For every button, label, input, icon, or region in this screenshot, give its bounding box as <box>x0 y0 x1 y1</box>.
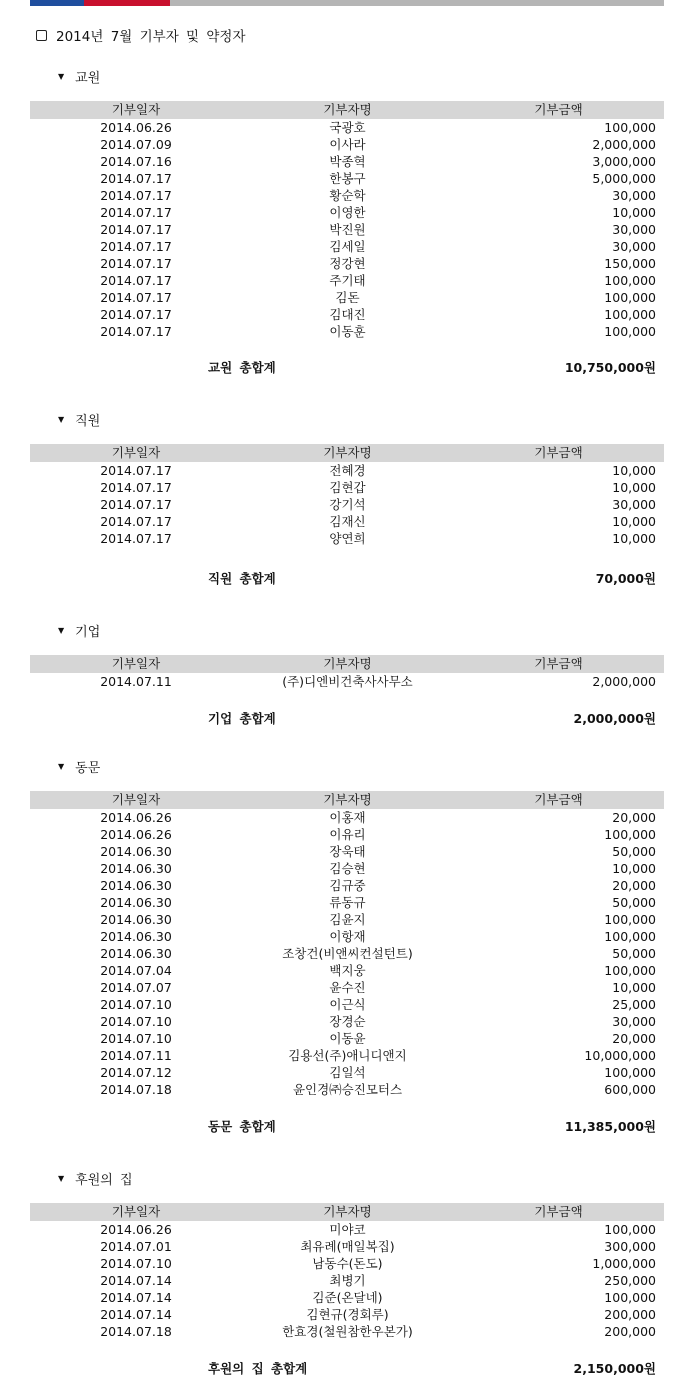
section-title <box>58 621 100 640</box>
table-row <box>30 170 664 187</box>
donor-table <box>30 101 664 340</box>
donation-date-cell: 2014.06.30 <box>100 878 172 893</box>
table-row <box>30 1289 664 1306</box>
donation-amount-cell: 100,000 <box>604 307 656 322</box>
donation-date-cell: 2014.07.17 <box>100 497 172 512</box>
total-label: 교원 총합계 <box>208 360 276 375</box>
table-row <box>30 928 664 945</box>
column-header: 기부자명 <box>323 656 372 671</box>
donation-amount-cell: 250,000 <box>604 1273 656 1288</box>
table-row <box>30 1323 664 1340</box>
donation-amount-cell: 2,000,000 <box>592 137 656 152</box>
column-header: 기부금액 <box>534 102 583 117</box>
donation-date-cell: 2014.07.04 <box>100 963 172 978</box>
table-row <box>30 1221 664 1238</box>
donation-date-cell: 2014.06.30 <box>100 844 172 859</box>
donation-date-cell: 2014.07.10 <box>100 1031 172 1046</box>
table-row <box>30 1030 664 1047</box>
total-label: 후원의 집 총합계 <box>208 1361 308 1376</box>
donor-name-cell: 최유례(매일복집) <box>300 1239 395 1254</box>
donation-date-cell: 2014.07.17 <box>100 307 172 322</box>
triangle-bullet-icon: ▼ <box>58 762 65 771</box>
donor-name-cell: 김대진 <box>329 307 366 322</box>
donation-date-cell: 2014.07.17 <box>100 290 172 305</box>
table-row <box>30 136 664 153</box>
donor-name-cell: 김현갑 <box>329 480 366 495</box>
table-row <box>30 877 664 894</box>
section-title-text: 직원 <box>75 414 101 429</box>
donor-name-cell: 이동윤 <box>329 1031 366 1046</box>
donation-date-cell: 2014.07.09 <box>100 137 172 152</box>
donor-name-cell: 이홍재 <box>329 810 366 825</box>
donation-amount-cell: 100,000 <box>604 120 656 135</box>
donation-amount-cell: 20,000 <box>612 878 656 893</box>
table-row <box>30 1306 664 1323</box>
donation-date-cell: 2014.07.16 <box>100 154 172 169</box>
donation-amount-cell: 10,000 <box>612 205 656 220</box>
column-header: 기부금액 <box>534 656 583 671</box>
table-row <box>30 204 664 221</box>
donation-amount-cell: 150,000 <box>604 256 656 271</box>
table-header <box>30 101 664 119</box>
donor-name-cell: 백지웅 <box>329 963 366 978</box>
donation-date-cell: 2014.07.17 <box>100 188 172 203</box>
donation-amount-cell: 2,000,000 <box>592 674 656 689</box>
donor-table <box>30 791 664 1098</box>
donation-date-cell: 2014.07.07 <box>100 980 172 995</box>
donation-amount-cell: 50,000 <box>612 895 656 910</box>
column-header: 기부자명 <box>323 1204 372 1219</box>
column-header: 기부일자 <box>111 656 161 671</box>
donation-date-cell: 2014.07.17 <box>100 480 172 495</box>
donation-date-cell: 2014.06.30 <box>100 929 172 944</box>
donation-amount-cell: 10,000 <box>612 514 656 529</box>
table-row <box>30 673 664 690</box>
donation-date-cell: 2014.06.30 <box>100 895 172 910</box>
donation-date-cell: 2014.07.17 <box>100 222 172 237</box>
section-total <box>30 358 664 378</box>
table-row <box>30 996 664 1013</box>
donor-name-cell: 김세일 <box>329 239 366 254</box>
page-title-text: 2014년 7월 기부자 및 약정자 <box>56 29 246 45</box>
donor-name-cell: 한효경(철원참한우본가) <box>282 1324 413 1339</box>
donation-amount-cell: 30,000 <box>612 239 656 254</box>
donor-name-cell: 정강현 <box>329 256 366 271</box>
donor-name-cell: 이영한 <box>329 205 366 220</box>
section-title <box>58 1169 133 1188</box>
total-amount: 11,385,000원 <box>564 1119 656 1134</box>
table-row <box>30 809 664 826</box>
total-label: 동문 총합계 <box>208 1119 276 1134</box>
top-bar-red-segment <box>84 0 170 6</box>
donor-name-cell: 김재신 <box>329 514 366 529</box>
page-title <box>36 25 245 45</box>
donation-date-cell: 2014.07.17 <box>100 273 172 288</box>
donation-amount-cell: 200,000 <box>604 1307 656 1322</box>
table-row <box>30 945 664 962</box>
donation-date-cell: 2014.06.26 <box>100 120 172 135</box>
table-row <box>30 462 664 479</box>
total-amount: 2,150,000원 <box>573 1361 656 1376</box>
table-header <box>30 444 664 462</box>
column-header: 기부금액 <box>534 445 583 460</box>
column-header: 기부일자 <box>111 1204 161 1219</box>
donation-date-cell: 2014.06.30 <box>100 861 172 876</box>
top-color-bar <box>30 0 664 6</box>
donation-date-cell: 2014.06.26 <box>100 827 172 842</box>
donation-date-cell: 2014.07.17 <box>100 531 172 546</box>
donation-amount-cell: 20,000 <box>612 810 656 825</box>
column-header: 기부자명 <box>323 102 372 117</box>
donation-date-cell: 2014.07.14 <box>100 1307 172 1322</box>
donation-date-cell: 2014.07.18 <box>100 1324 172 1339</box>
donation-amount-cell: 100,000 <box>604 912 656 927</box>
column-header: 기부일자 <box>111 792 161 807</box>
donation-amount-cell: 100,000 <box>604 1065 656 1080</box>
table-row <box>30 496 664 513</box>
donation-date-cell: 2014.07.12 <box>100 1065 172 1080</box>
table-row <box>30 826 664 843</box>
donor-name-cell: 김규중 <box>329 878 366 893</box>
donation-date-cell: 2014.07.17 <box>100 463 172 478</box>
donation-amount-cell: 300,000 <box>604 1239 656 1254</box>
donor-name-cell: 황순학 <box>329 188 366 203</box>
donation-amount-cell: 100,000 <box>604 1290 656 1305</box>
triangle-bullet-icon: ▼ <box>58 415 65 424</box>
donation-amount-cell: 100,000 <box>604 963 656 978</box>
donor-name-cell: 최병기 <box>329 1273 366 1288</box>
top-bar-gray-segment <box>170 0 664 6</box>
donor-table <box>30 1203 664 1340</box>
donation-date-cell: 2014.07.17 <box>100 256 172 271</box>
table-row <box>30 479 664 496</box>
donor-name-cell: 이유리 <box>329 827 366 842</box>
table-row <box>30 187 664 204</box>
donor-name-cell: 남동수(돈도) <box>312 1256 383 1271</box>
donor-name-cell: 국광호 <box>329 120 366 135</box>
section-title <box>58 410 100 429</box>
section-total <box>30 1117 664 1137</box>
donor-name-cell: 장경순 <box>329 1014 366 1029</box>
triangle-bullet-icon: ▼ <box>58 1174 65 1183</box>
table-row <box>30 1064 664 1081</box>
table-row <box>30 894 664 911</box>
triangle-bullet-icon: ▼ <box>58 626 65 635</box>
donation-date-cell: 2014.07.14 <box>100 1273 172 1288</box>
table-row <box>30 513 664 530</box>
donation-date-cell: 2014.07.10 <box>100 997 172 1012</box>
section-total <box>30 1359 664 1379</box>
table-row <box>30 1238 664 1255</box>
table-row <box>30 272 664 289</box>
donation-date-cell: 2014.07.11 <box>100 1048 172 1063</box>
column-header: 기부일자 <box>111 445 161 460</box>
donor-name-cell: 한봉구 <box>329 171 366 186</box>
donor-name-cell: 류동규 <box>329 895 366 910</box>
donation-date-cell: 2014.07.14 <box>100 1290 172 1305</box>
donor-name-cell: 박종혁 <box>329 154 366 169</box>
section-title <box>58 757 100 776</box>
column-header: 기부자명 <box>323 792 372 807</box>
donation-amount-cell: 20,000 <box>612 1031 656 1046</box>
donation-date-cell: 2014.07.17 <box>100 205 172 220</box>
donation-amount-cell: 5,000,000 <box>592 171 656 186</box>
donation-date-cell: 2014.07.17 <box>100 171 172 186</box>
section-title <box>58 67 100 86</box>
table-row <box>30 911 664 928</box>
donor-name-cell: 김돈 <box>335 290 360 305</box>
donor-name-cell: 장욱태 <box>329 844 366 859</box>
donor-name-cell: 전혜경 <box>329 463 366 478</box>
table-row <box>30 1047 664 1064</box>
donor-name-cell: 윤인경㈜승진모터스 <box>292 1082 403 1097</box>
donor-name-cell: 주기태 <box>329 273 366 288</box>
table-header <box>30 1203 664 1221</box>
section-title-text: 동문 <box>75 761 101 776</box>
table-row <box>30 255 664 272</box>
table-row <box>30 323 664 340</box>
donation-amount-cell: 100,000 <box>604 324 656 339</box>
donation-date-cell: 2014.07.11 <box>100 674 172 689</box>
table-row <box>30 306 664 323</box>
donation-amount-cell: 100,000 <box>604 290 656 305</box>
donor-name-cell: 조창건(비앤씨컨설턴트) <box>282 946 413 961</box>
section-title-text: 후원의 집 <box>75 1173 133 1188</box>
donation-amount-cell: 30,000 <box>612 188 656 203</box>
table-row <box>30 221 664 238</box>
donor-name-cell: 김현규(경회루) <box>306 1307 389 1322</box>
total-amount: 10,750,000원 <box>564 360 656 375</box>
column-header: 기부일자 <box>111 102 161 117</box>
donation-amount-cell: 10,000 <box>612 861 656 876</box>
donation-amount-cell: 30,000 <box>612 222 656 237</box>
donor-name-cell: (주)디엔비건축사사무소 <box>282 674 413 689</box>
donor-name-cell: 강기석 <box>329 497 366 512</box>
donation-amount-cell: 10,000 <box>612 980 656 995</box>
donation-date-cell: 2014.07.10 <box>100 1014 172 1029</box>
square-bullet-icon <box>36 30 47 41</box>
donor-name-cell: 이근식 <box>329 997 366 1012</box>
donation-date-cell: 2014.07.18 <box>100 1082 172 1097</box>
donation-amount-cell: 3,000,000 <box>592 154 656 169</box>
section-total <box>30 569 664 589</box>
table-row <box>30 860 664 877</box>
donation-amount-cell: 10,000 <box>612 480 656 495</box>
donor-name-cell: 박진원 <box>329 222 366 237</box>
column-header: 기부금액 <box>534 1204 583 1219</box>
total-label: 직원 총합계 <box>208 571 276 586</box>
table-row <box>30 530 664 547</box>
donation-amount-cell: 50,000 <box>612 844 656 859</box>
table-row <box>30 238 664 255</box>
triangle-bullet-icon: ▼ <box>58 72 65 81</box>
top-bar-blue-segment <box>30 0 84 6</box>
table-row <box>30 289 664 306</box>
donor-name-cell: 김윤지 <box>329 912 366 927</box>
table-header <box>30 791 664 809</box>
donation-amount-cell: 10,000 <box>612 531 656 546</box>
donor-name-cell: 김승현 <box>329 861 366 876</box>
donation-date-cell: 2014.07.01 <box>100 1239 172 1254</box>
total-amount: 70,000원 <box>595 571 656 586</box>
column-header: 기부금액 <box>534 792 583 807</box>
donor-table <box>30 655 664 690</box>
donation-amount-cell: 100,000 <box>604 827 656 842</box>
table-row <box>30 1013 664 1030</box>
table-row <box>30 119 664 136</box>
table-row <box>30 1081 664 1098</box>
total-amount: 2,000,000원 <box>573 711 656 726</box>
section-title-text: 교원 <box>75 71 101 86</box>
column-header: 기부자명 <box>323 445 372 460</box>
donor-table <box>30 444 664 547</box>
donation-amount-cell: 10,000 <box>612 463 656 478</box>
donation-date-cell: 2014.07.17 <box>100 239 172 254</box>
total-label: 기업 총합계 <box>208 711 276 726</box>
donation-date-cell: 2014.07.17 <box>100 514 172 529</box>
section-total <box>30 709 664 729</box>
donation-date-cell: 2014.06.30 <box>100 946 172 961</box>
donation-amount-cell: 30,000 <box>612 1014 656 1029</box>
table-header <box>30 655 664 673</box>
donation-amount-cell: 50,000 <box>612 946 656 961</box>
donor-name-cell: 김일석 <box>329 1065 366 1080</box>
donor-name-cell: 미야코 <box>329 1222 366 1237</box>
donor-name-cell: 이항재 <box>329 929 366 944</box>
section-title-text: 기업 <box>75 625 101 640</box>
table-row <box>30 979 664 996</box>
table-row <box>30 1255 664 1272</box>
donor-name-cell: 김용선(주)애니디앤지 <box>288 1048 407 1063</box>
donor-name-cell: 이사라 <box>329 137 366 152</box>
donation-amount-cell: 25,000 <box>612 997 656 1012</box>
donation-amount-cell: 200,000 <box>604 1324 656 1339</box>
donation-amount-cell: 10,000,000 <box>584 1048 656 1063</box>
donor-name-cell: 양연희 <box>329 531 366 546</box>
donation-date-cell: 2014.06.30 <box>100 912 172 927</box>
table-row <box>30 1272 664 1289</box>
donor-name-cell: 이동훈 <box>329 324 366 339</box>
donation-date-cell: 2014.07.10 <box>100 1256 172 1271</box>
donation-amount-cell: 30,000 <box>612 497 656 512</box>
donation-amount-cell: 1,000,000 <box>592 1256 656 1271</box>
donor-name-cell: 윤수진 <box>329 980 366 995</box>
donation-date-cell: 2014.06.26 <box>100 1222 172 1237</box>
table-row <box>30 153 664 170</box>
donation-date-cell: 2014.07.17 <box>100 324 172 339</box>
donation-amount-cell: 100,000 <box>604 1222 656 1237</box>
donation-amount-cell: 600,000 <box>604 1082 656 1097</box>
donor-name-cell: 김준(온달네) <box>312 1290 383 1305</box>
donation-amount-cell: 100,000 <box>604 273 656 288</box>
table-row <box>30 843 664 860</box>
donation-date-cell: 2014.06.26 <box>100 810 172 825</box>
donation-amount-cell: 100,000 <box>604 929 656 944</box>
table-row <box>30 962 664 979</box>
